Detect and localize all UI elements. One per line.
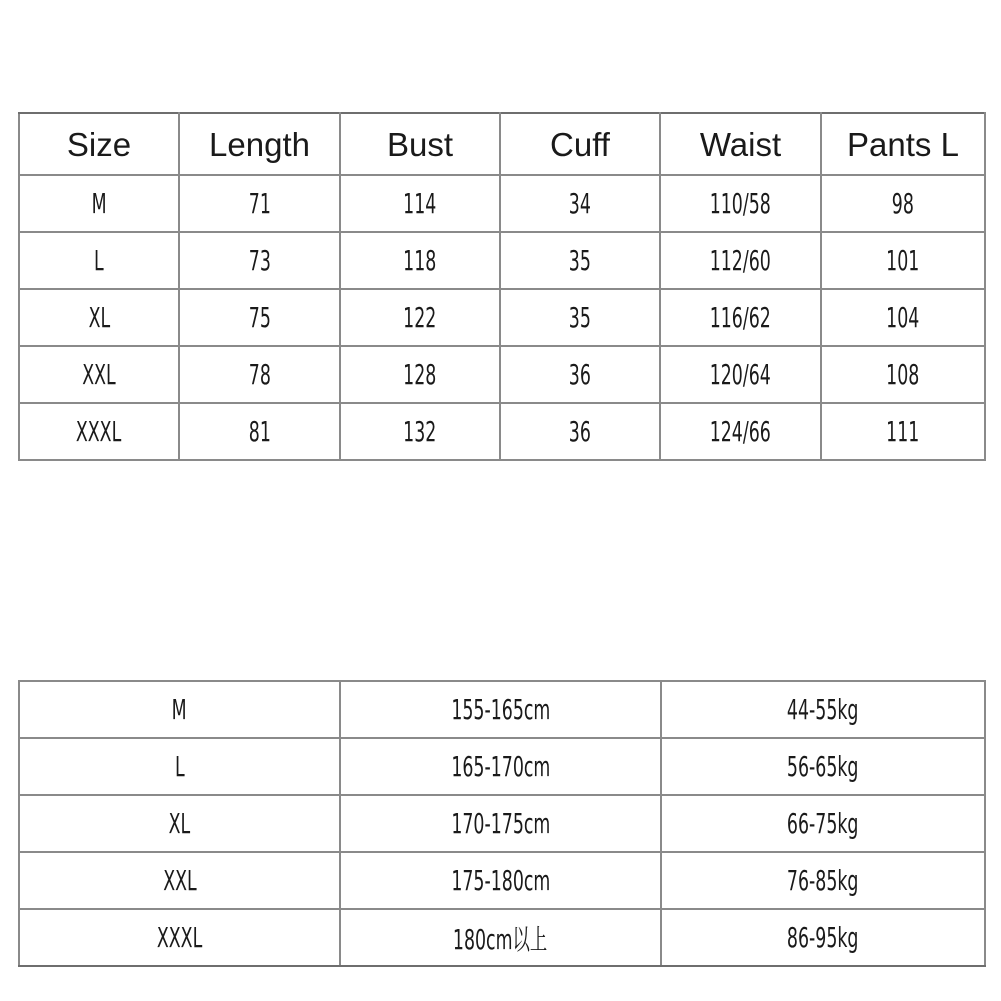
bust-cell: 114 — [340, 175, 500, 232]
height-weight-fit-table — [18, 680, 986, 967]
table-row — [19, 175, 985, 232]
waist-cell: 110/58 — [660, 175, 821, 232]
table-row — [19, 403, 985, 460]
header-length: Length — [179, 113, 340, 175]
table-row — [19, 346, 985, 403]
table-row — [19, 852, 985, 909]
header-bust: Bust — [340, 113, 500, 175]
table-row — [19, 232, 985, 289]
height-range-cell: 170-175cm — [340, 795, 661, 852]
weight-range-cell: 66-75kg — [661, 795, 985, 852]
table-row — [19, 795, 985, 852]
height-range-cell: 165-170cm — [340, 738, 661, 795]
table-row — [19, 738, 985, 795]
cuff-cell: 34 — [500, 175, 660, 232]
waist-cell: 124/66 — [660, 403, 821, 460]
pants-length-cell: 98 — [821, 175, 985, 232]
size-measurement-table — [18, 112, 986, 461]
length-cell: 71 — [179, 175, 340, 232]
size-cell: L — [19, 738, 340, 795]
size-cell: XL — [19, 289, 179, 346]
height-range-cell: 175-180cm — [340, 852, 661, 909]
cuff-cell: 35 — [500, 232, 660, 289]
size-cell: XL — [19, 795, 340, 852]
header-waist: Waist — [660, 113, 821, 175]
table-row — [19, 289, 985, 346]
size-cell: XXXL — [19, 909, 340, 966]
size-cell: M — [19, 175, 179, 232]
table-row — [19, 909, 985, 966]
pants-length-cell: 101 — [821, 232, 985, 289]
height-range-cell: 155-165cm — [340, 681, 661, 738]
cuff-cell: 36 — [500, 346, 660, 403]
weight-range-cell: 86-95kg — [661, 909, 985, 966]
table-row — [19, 681, 985, 738]
header-cuff: Cuff — [500, 113, 660, 175]
weight-range-cell: 76-85kg — [661, 852, 985, 909]
header-pants-length: Pants L — [821, 113, 985, 175]
pants-length-cell: 111 — [821, 403, 985, 460]
weight-range-cell: 56-65kg — [661, 738, 985, 795]
waist-cell: 112/60 — [660, 232, 821, 289]
size-cell: M — [19, 681, 340, 738]
size-table-header-row — [19, 113, 985, 175]
waist-cell: 120/64 — [660, 346, 821, 403]
header-size: Size — [19, 113, 179, 175]
length-cell: 73 — [179, 232, 340, 289]
pants-length-cell: 108 — [821, 346, 985, 403]
length-cell: 78 — [179, 346, 340, 403]
waist-cell: 116/62 — [660, 289, 821, 346]
bust-cell: 118 — [340, 232, 500, 289]
cuff-cell: 35 — [500, 289, 660, 346]
height-range-cell: 180cm以上 — [340, 909, 661, 966]
length-cell: 81 — [179, 403, 340, 460]
length-cell: 75 — [179, 289, 340, 346]
size-cell: XXL — [19, 346, 179, 403]
size-cell: L — [19, 232, 179, 289]
bust-cell: 122 — [340, 289, 500, 346]
bust-cell: 128 — [340, 346, 500, 403]
size-cell: XXL — [19, 852, 340, 909]
weight-range-cell: 44-55kg — [661, 681, 985, 738]
cuff-cell: 36 — [500, 403, 660, 460]
size-cell: XXXL — [19, 403, 179, 460]
pants-length-cell: 104 — [821, 289, 985, 346]
bust-cell: 132 — [340, 403, 500, 460]
